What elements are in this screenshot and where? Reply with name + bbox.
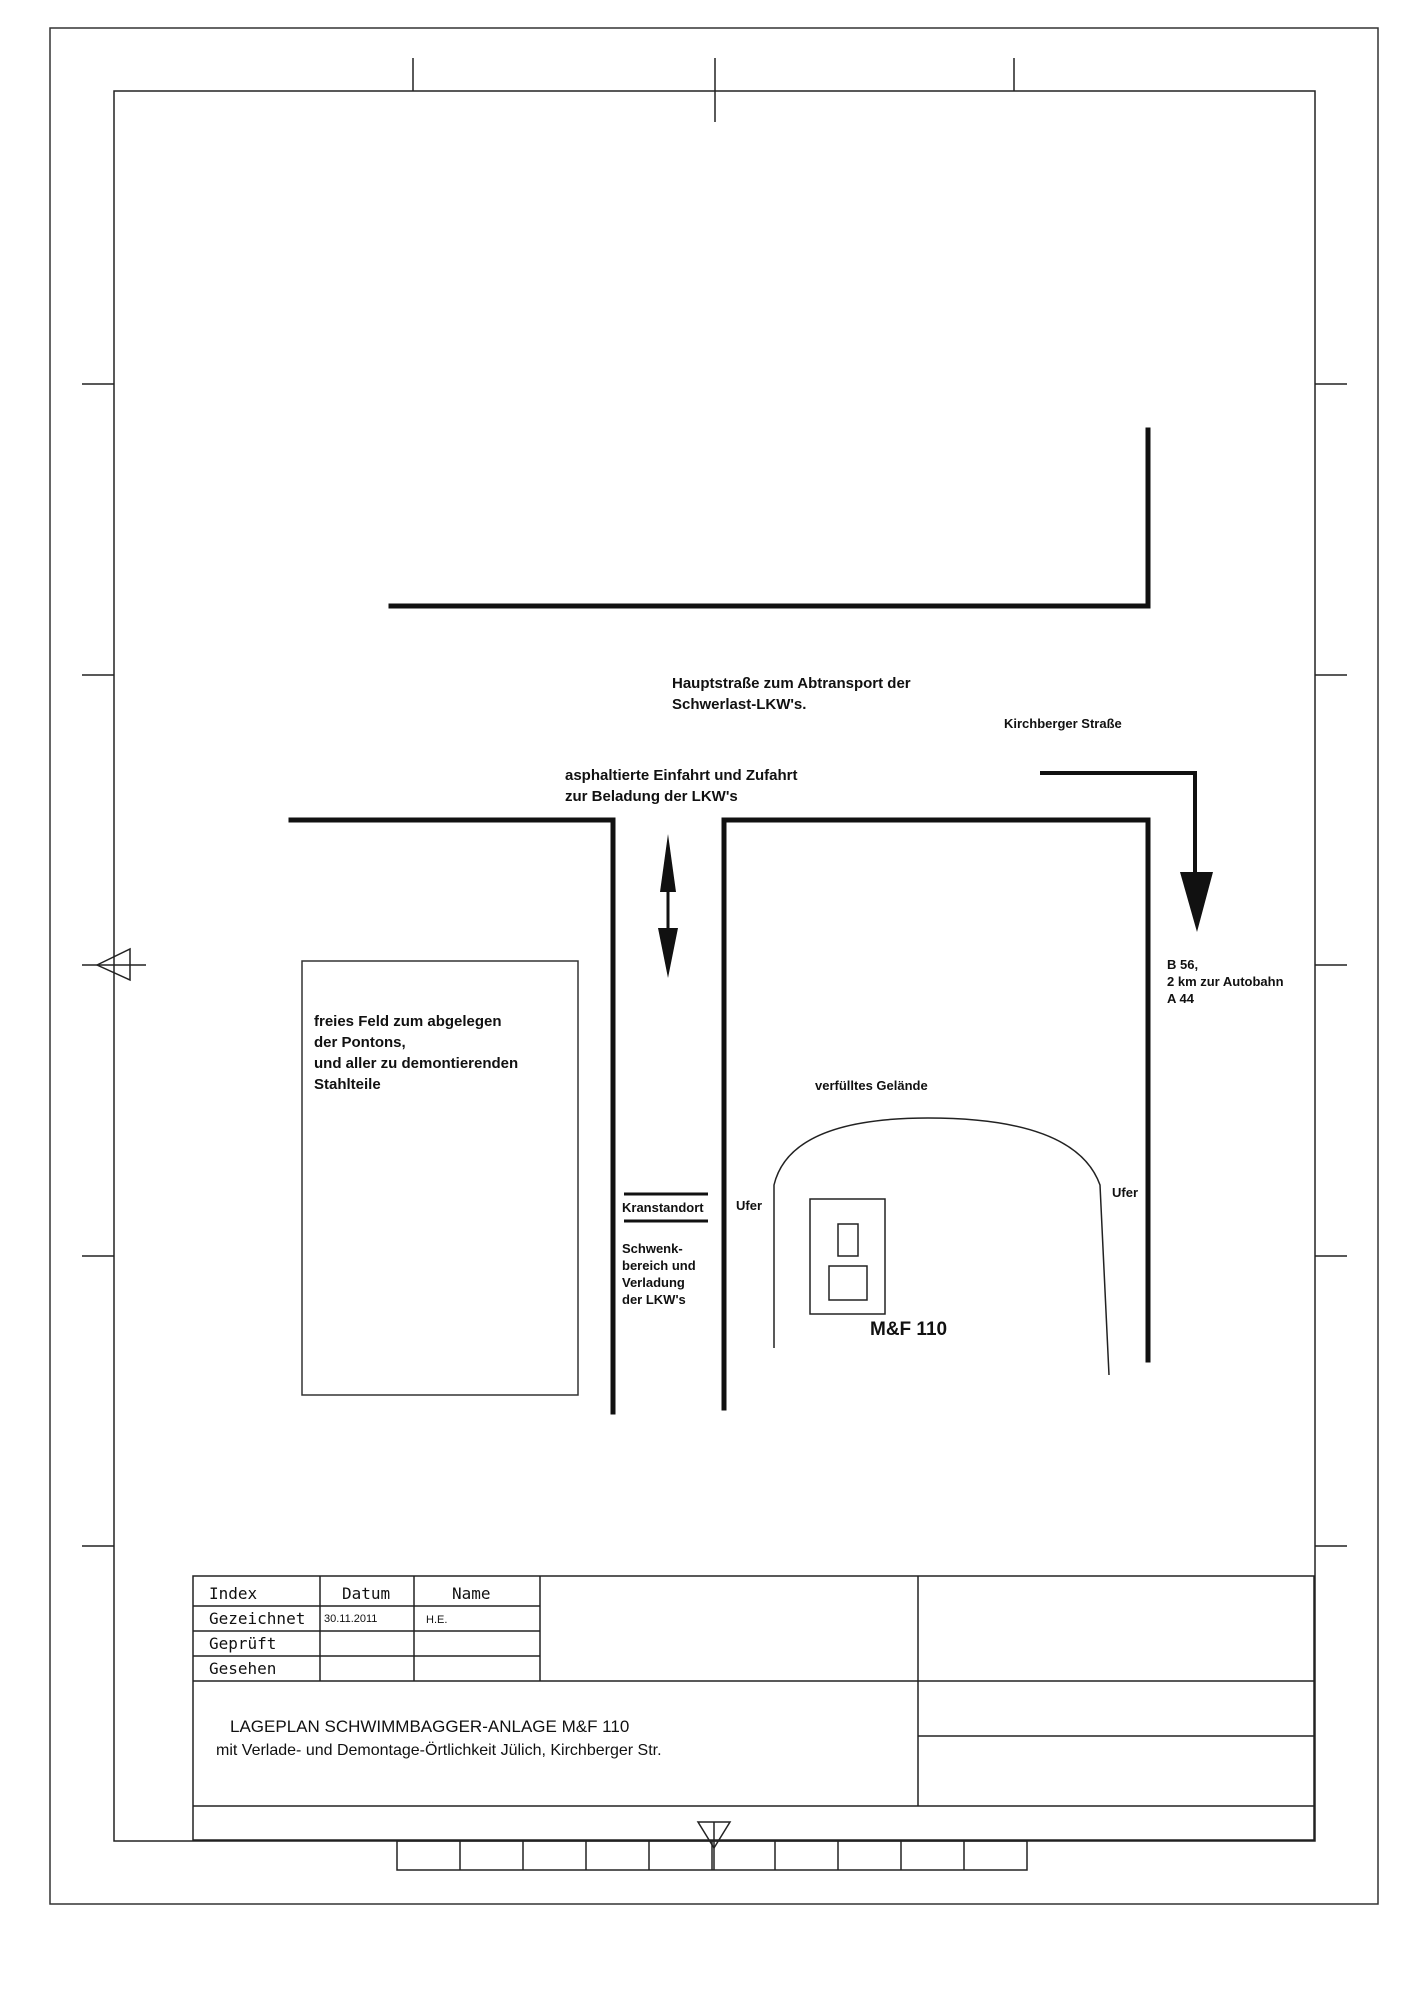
road-lines: [291, 430, 1148, 1412]
drawing-subtitle: mit Verlade- und Demontage-Örtlichkeit Jülich, Kirchberger Str.: [216, 1742, 662, 1759]
shore-right-label: Ufer: [1112, 1185, 1139, 1200]
access-road-label-2: zur Beladung der LKW's: [565, 788, 738, 805]
shore-left-label: Ufer: [736, 1198, 763, 1213]
swing-area-label-1: Schwenk-: [622, 1241, 683, 1256]
free-field-label-3: und aller zu demontierenden: [314, 1055, 519, 1072]
double-arrow: [658, 834, 678, 978]
inner-border: [114, 91, 1315, 1841]
dredger-symbol: [810, 1199, 885, 1314]
main-road-label-1: Hauptstraße zum Abtransport der: [672, 675, 911, 692]
swing-area-label-3: Verladung: [622, 1275, 685, 1290]
free-field-label-4: Stahlteile: [314, 1076, 381, 1093]
destination-label-3: A 44: [1167, 991, 1194, 1006]
centering-mark-bottom: [698, 1822, 730, 1870]
tb-row-label-2: Geprüft: [209, 1634, 277, 1653]
main-road-edge: [391, 430, 1148, 606]
free-field-label-2: der Pontons,: [314, 1034, 406, 1051]
drawing-title: LAGEPLAN SCHWIMMBAGGER-ANLAGE M&F 110: [230, 1717, 630, 1736]
tb-header-name: Name: [452, 1584, 491, 1603]
tb-header-index: Index: [209, 1584, 258, 1603]
swing-area-label-4: der LKW's: [622, 1292, 686, 1307]
destination-label-1: B 56,: [1167, 957, 1199, 972]
destination-label-2: 2 km zur Autobahn: [1167, 974, 1284, 989]
direction-arrow: [1040, 773, 1213, 932]
dredger-label: M&F 110: [870, 1319, 948, 1340]
crane-site-label: Kranstandort: [622, 1200, 704, 1215]
access-road-left-edge: [291, 820, 613, 1412]
kirchberger-label: Kirchberger Straße: [1004, 716, 1122, 731]
tb-header-datum: Datum: [342, 1584, 391, 1603]
free-field-label-1: freies Feld zum abgelegen: [314, 1013, 502, 1030]
tb-row-label-1: Gezeichnet: [209, 1609, 306, 1628]
tb-row-name-1: H.E.: [426, 1614, 448, 1626]
tb-row-label-3: Gesehen: [209, 1659, 277, 1678]
main-road-label-2: Schwerlast-LKW's.: [672, 696, 807, 713]
filled-area-label: verfülltes Gelände: [815, 1078, 928, 1093]
access-road-label-1: asphaltierte Einfahrt und Zufahrt: [565, 767, 798, 784]
tb-row-date-1: 30.11.2011: [324, 1613, 378, 1625]
swing-area-label-2: bereich und: [622, 1258, 696, 1273]
